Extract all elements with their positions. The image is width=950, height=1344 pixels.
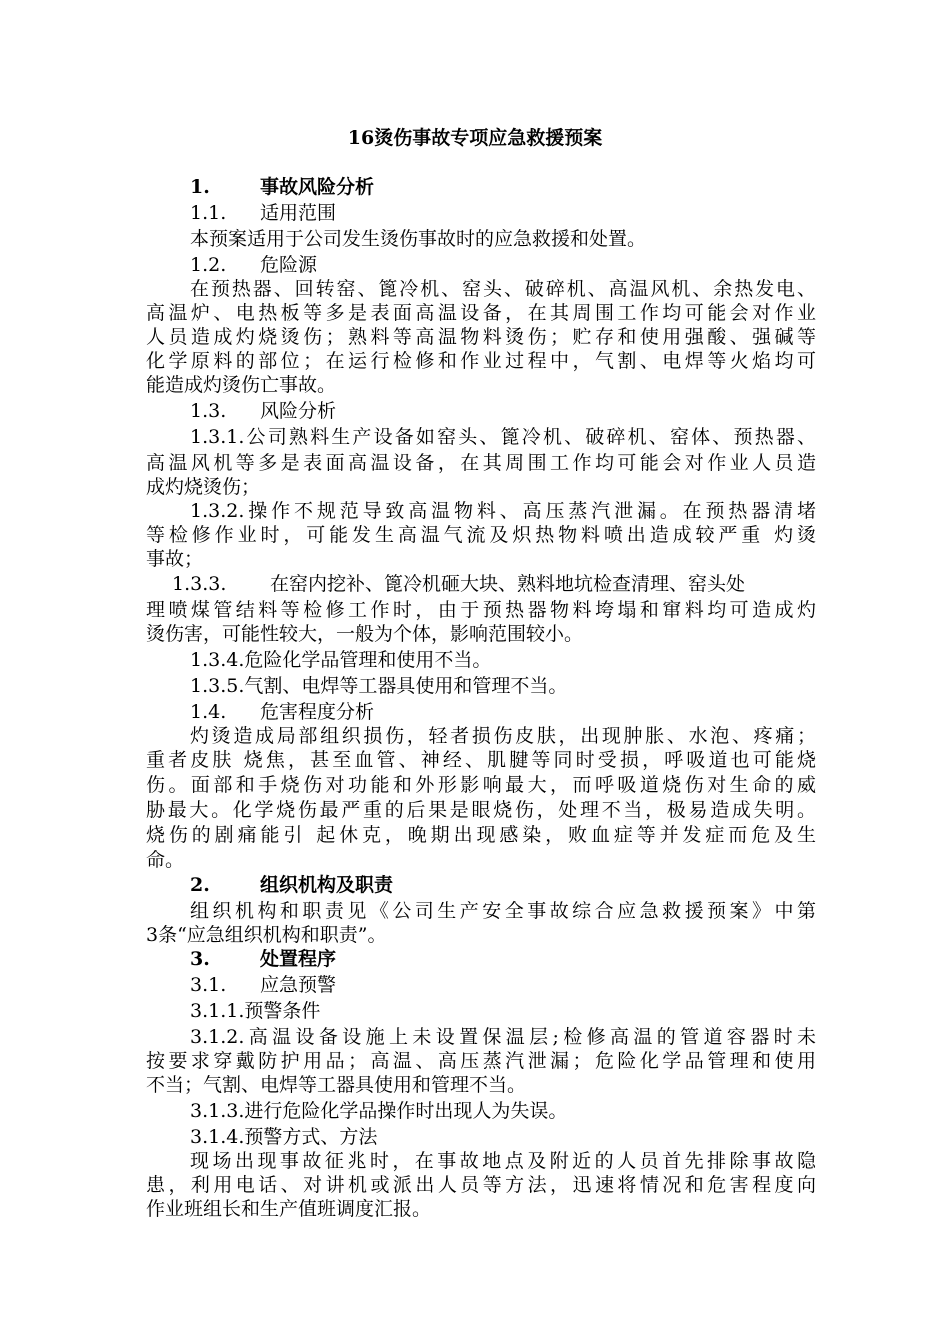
section-title: 事故风险分析 (260, 176, 375, 198)
paragraph-line: 作业班组长和生产值班调度汇报。 (146, 1198, 432, 1220)
paragraph-line: 灼烫造成局部组织损伤，轻者损伤皮肤，出现肿胀、水泡、疼痛； (190, 725, 816, 747)
paragraph-line: 高温风机等多是表面高温设备，在其周围工作均可能会对作业人员造 (146, 452, 816, 474)
subsection-number: 3.1. (190, 974, 227, 996)
paragraph-line: 高温炉、电热板等多是表面高温设备，在其周围工作均可能会对作业 (146, 302, 816, 324)
paragraph-line: 1.3.2.操作不规范导致高温物料、高压蒸汽泄漏。在预热器清堵 (190, 500, 816, 522)
paragraph-line: 1.3.4.危险化学品管理和使用不当。 (190, 649, 492, 671)
paragraph-line: 3条“应急组织机构和职责”。 (146, 924, 387, 946)
subsection-number: 1.1. (190, 202, 227, 224)
document-title: 16烫伤事故专项应急救援预案 (347, 127, 603, 149)
paragraph-line: 人员造成灼烧烫伤；熟料等高温物料烫伤；贮存和使用强酸、强碱等 (146, 326, 816, 348)
paragraph-line: 烫伤害，可能性较大，一般为个体，影响范围较小。 (146, 623, 584, 645)
subsection-number: 1.4. (190, 701, 227, 723)
paragraph-line: 命。 (146, 849, 185, 871)
subsection-heading (146, 199, 816, 227)
paragraph-line: 在预热器、回转窑、篦冷机、窑头、破碎机、高温风机、余热发电、 (190, 278, 816, 300)
paragraph-line: 烧伤的剧痛能引 起休克，晚期出现感染，败血症等并发症而危及生 (146, 824, 816, 846)
paragraph-line: 不当；气割、电焊等工器具使用和管理不当。 (146, 1074, 527, 1096)
paragraph-line: 1.3.3. 在窑内挖补、篦冷机砸大块、熟料地坑检查清理、窑头处 (146, 570, 816, 598)
section-number: 2. (190, 874, 210, 896)
paragraph-line: 成灼烧烫伤； (146, 476, 261, 498)
item-number: 1.3.3. (172, 573, 227, 595)
section-number: 1. (190, 176, 210, 198)
section-heading (146, 871, 816, 899)
paragraph-line: 等检修作业时，可能发生高温气流及炽热物料喷出造成较严重 灼烫 (146, 524, 816, 546)
paragraph-line: 3.1.1.预警条件 (190, 1000, 321, 1022)
paragraph-line: 理喷煤管结料等检修工作时，由于预热器物料垮塌和窜料均可造成灼 (146, 599, 816, 621)
paragraph-line: 伤。面部和手烧伤对功能和外形影响最大，而呼吸道烧伤对生命的威 (146, 774, 816, 796)
subsection-number: 1.2. (190, 254, 227, 276)
subsection-heading (146, 397, 816, 425)
subsection-title: 风险分析 (260, 400, 337, 422)
paragraph-line: 组织机构和职责见《公司生产安全事故综合应急救援预案》中第 (190, 900, 816, 922)
paragraph-line: 现场出现事故征兆时，在事故地点及附近的人员首先排除事故隐 (190, 1150, 816, 1172)
subsection-title: 应急预警 (260, 974, 337, 996)
subsection-heading (146, 971, 816, 999)
paragraph-line: 3.1.4.预警方式、方法 (190, 1126, 378, 1148)
paragraph-line: 化学原料的部位；在运行检修和作业过程中，气割、电焊等火焰均可 (146, 350, 816, 372)
paragraph-line: 3.1.3.进行危险化学品操作时出现人为失误。 (190, 1100, 568, 1122)
section-number: 3. (190, 948, 210, 970)
paragraph-line: 1.3.5.气割、电焊等工器具使用和管理不当。 (190, 675, 568, 697)
paragraph-line: 事故； (146, 548, 204, 570)
paragraph-line: 患，利用电话、对讲机或派出人员等方法，迅速将情况和危害程度向 (146, 1174, 816, 1196)
section-heading (146, 945, 816, 973)
subsection-title: 危险源 (260, 254, 318, 276)
paragraph-line: 本预案适用于公司发生烫伤事故时的应急救援和处置。 (190, 228, 647, 250)
subsection-number: 1.3. (190, 400, 227, 422)
section-title: 组织机构及职责 (260, 874, 394, 896)
paragraph-line: 按要求穿戴防护用品；高温、高压蒸汽泄漏；危险化学品管理和使用 (146, 1050, 816, 1072)
section-heading (146, 173, 816, 201)
section-title: 处置程序 (260, 948, 337, 970)
paragraph-line: 重者皮肤 烧焦，甚至血管、神经、肌腱等同时受损，呼吸道也可能烧 (146, 749, 816, 771)
subsection-title: 适用范围 (260, 202, 337, 224)
paragraph-line: 能造成灼烫伤亡事故。 (146, 374, 337, 396)
paragraph-line: 1.3.1.公司熟料生产设备如窑头、篦冷机、破碎机、窑体、预热器、 (190, 426, 816, 448)
paragraph-line: 3.1.2.高温设备设施上未设置保温层;检修高温的管道容器时未 (190, 1026, 816, 1048)
paragraph-line: 胁最大。化学烧伤最严重的后果是眼烧伤，处理不当，极易造成失明。 (146, 799, 816, 821)
subsection-title: 危害程度分析 (260, 701, 375, 723)
